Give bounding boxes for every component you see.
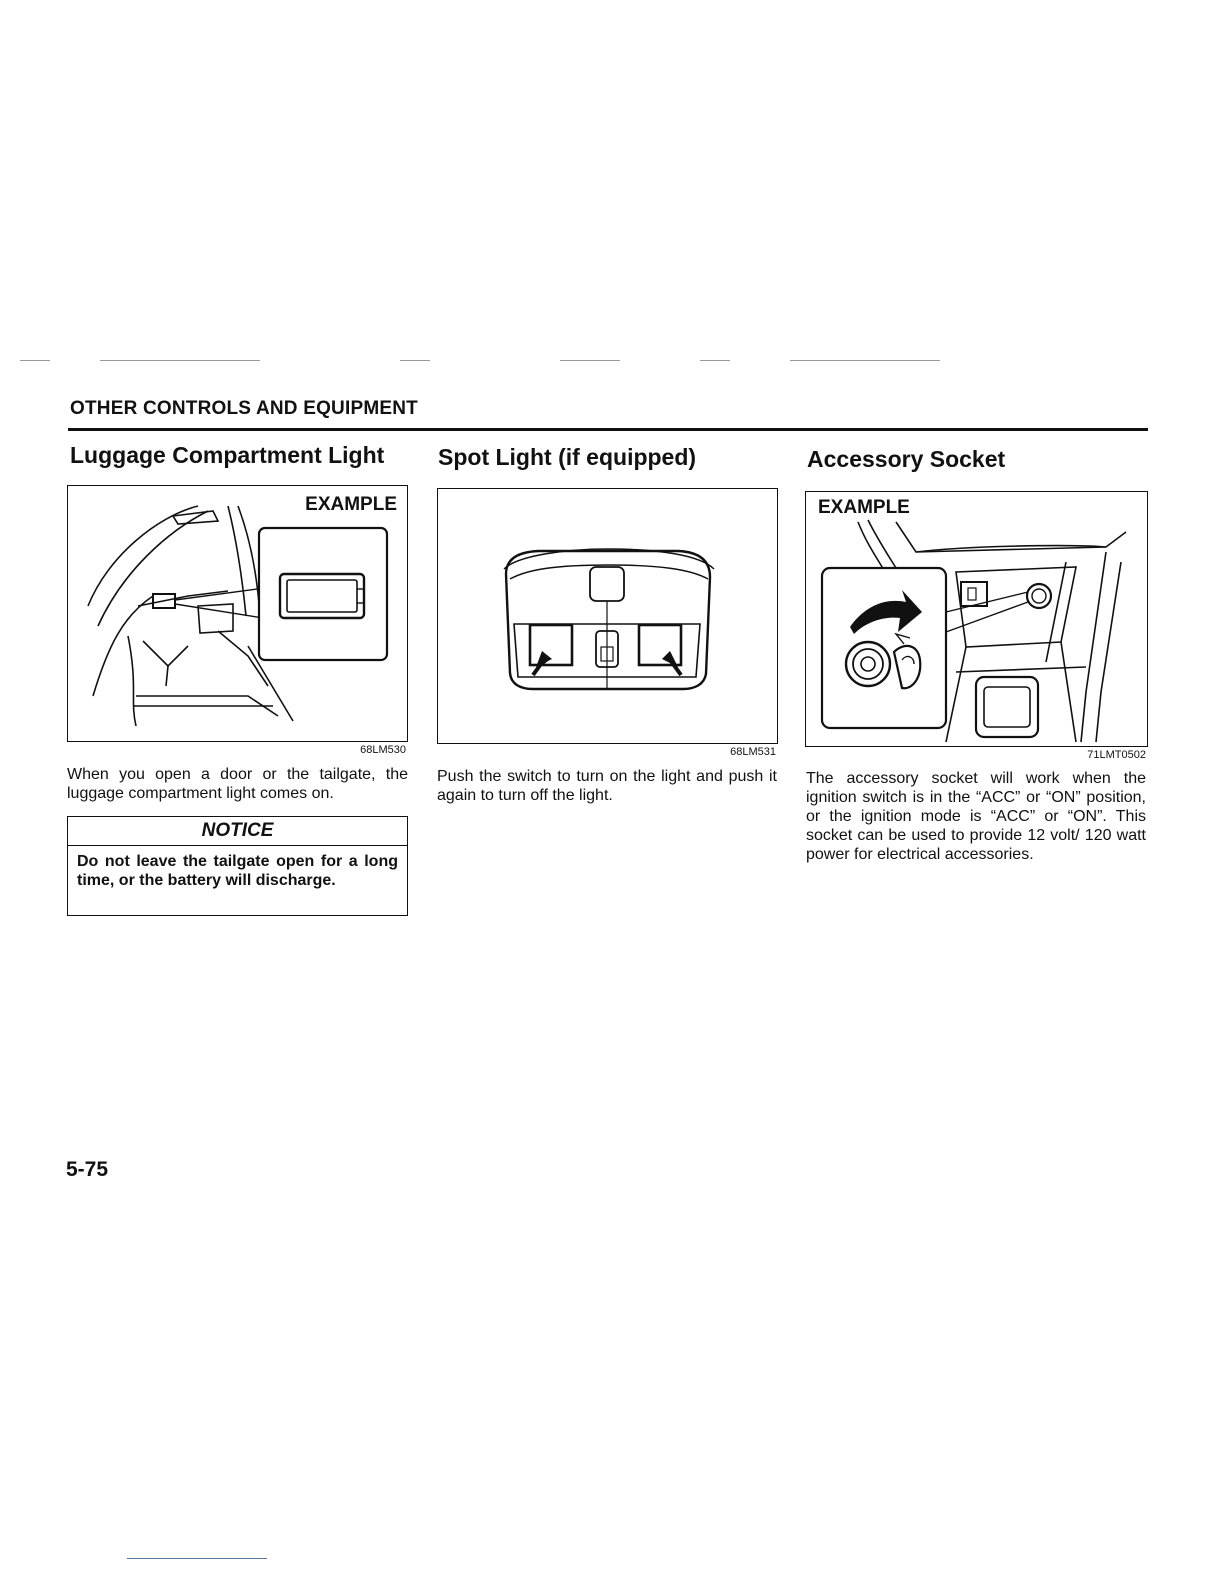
scan-artifact — [100, 360, 260, 361]
scan-artifact — [560, 360, 620, 361]
page-number: 5-75 — [66, 1158, 109, 1181]
spot-light-figure — [437, 488, 778, 744]
scan-artifact-line — [127, 1558, 267, 1559]
luggage-light-figure — [67, 485, 408, 742]
scan-artifact — [700, 360, 730, 361]
accessory-socket-figure-code: 71LMT0502 — [1087, 749, 1146, 761]
spot-light-title: Spot Light (if equipped) — [438, 444, 697, 470]
accessory-socket-illustration — [806, 492, 1147, 746]
accessory-socket-example-label: EXAMPLE — [814, 497, 914, 519]
spot-light-figure-code: 68LM531 — [730, 746, 776, 758]
notice-title: NOTICE — [68, 817, 407, 846]
section-header: OTHER CONTROLS AND EQUIPMENT — [70, 398, 418, 419]
accessory-socket-description: The accessory socket will work when the ignition switch is in the “ACC” or “ON” position, or the ignition mode is “ACC” or “ON”. This socket can be used to provide 12 volt/ 120 watt power for electrical accessories. — [806, 770, 1146, 863]
accessory-socket-figure — [805, 491, 1148, 747]
luggage-light-figure-code: 68LM530 — [360, 744, 406, 756]
notice-box — [67, 816, 408, 916]
luggage-light-title: Luggage Compartment Light — [70, 442, 385, 468]
spot-light-description: Push the switch to turn on the light and push it again to turn off the light. — [437, 768, 777, 804]
scan-artifact — [20, 360, 50, 361]
luggage-light-illustration — [68, 486, 407, 741]
header-rule — [68, 428, 1148, 431]
luggage-light-example-label: EXAMPLE — [301, 494, 401, 516]
luggage-light-description: When you open a door or the tailgate, the luggage compartment light comes on. — [67, 766, 408, 802]
accessory-socket-title: Accessory Socket — [807, 446, 1006, 472]
notice-body: Do not leave the tailgate open for a long time, or the battery will discharge. — [77, 853, 398, 889]
scan-artifact — [400, 360, 430, 361]
spot-light-illustration — [438, 489, 777, 743]
scan-artifact — [790, 360, 940, 361]
